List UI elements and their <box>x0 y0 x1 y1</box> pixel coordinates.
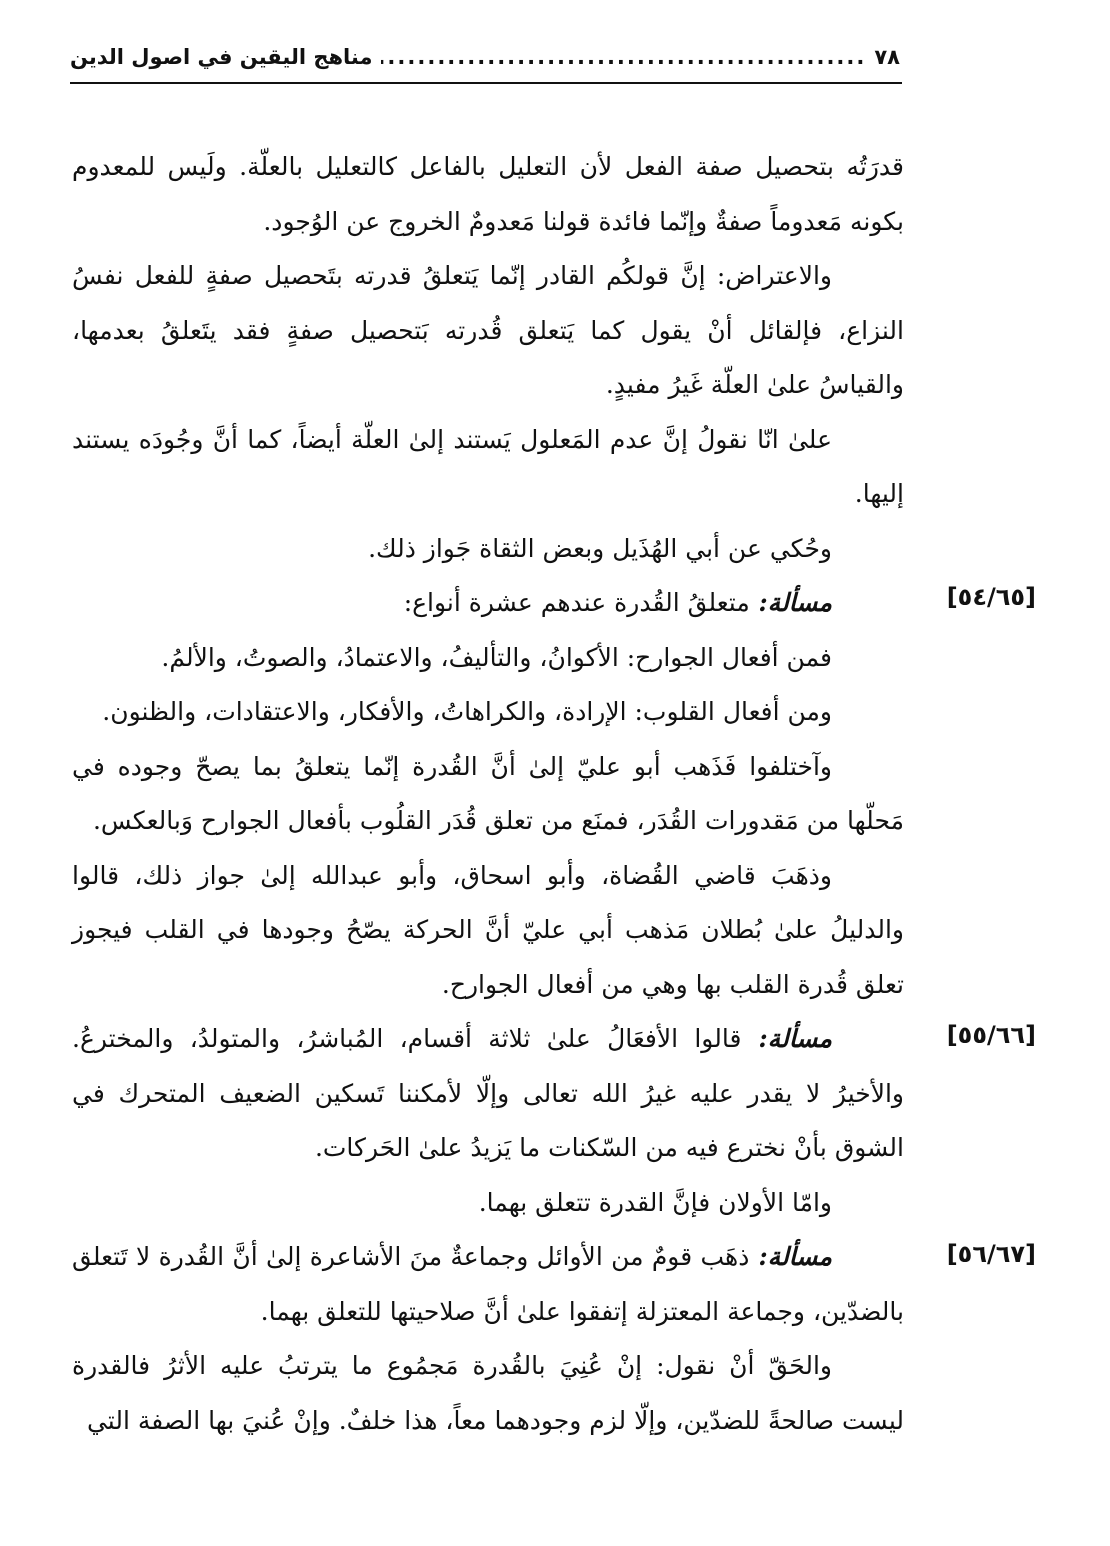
paragraph-2: والاعتراض: إنَّ قولكُم القادر إنّما يَتعلقُ قدرته بتَحصيل صفةٍ للفعل نفسُ النزاع، فإلقائل أنْ يقول كما يَتعلق قُدرته بَتحصيل صفةٍ فقد يتَعلقُ بعدمها، والقياسُ علىٰ العلّة غَيرُ مفيدٍ. <box>72 261 904 399</box>
leader-dots <box>381 45 867 69</box>
question-label: مسألة: <box>749 588 832 617</box>
running-head <box>70 34 900 80</box>
paragraph-9: وذهَبَ قاضي القُضاة، وأبو اسحاق، وأبو عبدالله إلىٰ جواز ذلك، قالوا والدليلُ علىٰ بُطلان مَذهب أبي عليّ أنَّ الحركة يصّحُ وجودها في القلب فيجوز تعلق قُدرة القلب بها وهي من أفعال الجوارح. <box>72 860 904 999</box>
paragraph-3: علىٰ انّا نقولُ إنَّ عدم المَعلول يَستند إلىٰ العلّة أيضاً، كما أنَّ وجُودَه يستند إليها. <box>72 424 904 508</box>
paragraph-1: قدرَتُه بتحصيل صفة الفعل لأن التعليل بالفاعل كالتعليل بالعلّة. ولَيس للمعدوم بكونه مَعدوماً صفةٌ وإنّما فائدة قولنا مَعدومٌ الخروج عن الوُجود. <box>72 152 904 236</box>
page-body <box>72 140 904 1480</box>
book-title: مناهج اليقين في اصول الدين <box>70 45 373 69</box>
page-number: ٧٨ <box>874 45 900 69</box>
question-label: مسألة: <box>749 1242 832 1271</box>
question-56 <box>72 1230 904 1339</box>
question-label: مسألة: <box>741 1024 833 1053</box>
question-55 <box>72 1012 904 1176</box>
paragraph-6: فمن أفعال الجوارح: الأكوانُ، والتأليفُ، والاعتمادُ، والصوتُ، والألمُ. <box>161 642 832 672</box>
question-55-text: قالوا الأفعَالُ علىٰ ثلاثة أقسام، المُباشرُ، والمتولدُ، والمخترعُ. والأخيرُ لا يقدر عليه غيرُ الله تعالى وإلّا لأمكننا تَسكين الضعيف المتحرك في الشوق بأنْ نخترع فيه من السّكنات ما يَزيدُ علىٰ الحَركات. <box>72 1024 904 1162</box>
paragraph-11: وامّا الأولان فإنَّ القدرة تتعلق بهما. <box>478 1187 832 1217</box>
paragraph-13: والحَقّ أنْ نقول: إنْ عُنِيَ بالقُدرة مَجمُوع ما يترتبُ عليه الأثرُ فالقدرة ليست صالحةً للضدّين، وإلّا لزم وجودهما معاً، هذا خلفٌ. وإنْ عُنيَ بها الصفة التي <box>72 1351 904 1435</box>
paragraph-8: وآختلفوا فَذَهب أبو عليّ إلىٰ أنَّ القُدرة إنّما يتعلقُ بما يصحّ وجوده في مَحلّها من مَقدورات القُدَر، فمنَع من تعلق قُدَر القلُوب بأفعال الجوارح وَبالعكس. <box>72 751 904 835</box>
paragraph-7: ومن أفعال القلوب: الإرادة، والكراهاتُ، والأفكار، والاعتقادات، والظنون. <box>102 697 832 726</box>
question-54 <box>72 576 904 631</box>
header-rule <box>70 82 902 84</box>
question-54-text: متعلقُ القُدرة عندهم عشرة أنواع: <box>403 588 750 617</box>
section-number-54: [٥٤/٦٥] <box>946 583 1036 611</box>
question-56-text: ذهَب قومٌ من الأوائل وجماعةٌ منَ الأشاعرة إلىٰ أنَّ القُدرة لا تَتعلق بالضدّين، وجماعة المعتزلة إتفقوا علىٰ أنَّ صلاحيتها للتعلق بهما. <box>72 1242 904 1326</box>
section-number-55: [٥٥/٦٦] <box>946 1021 1036 1049</box>
paragraph-4: وحُكي عن أبي الهُذَيل وبعض الثقاة جَواز ذلك. <box>368 533 832 563</box>
section-number-56: [٥٦/٦٧] <box>946 1240 1036 1268</box>
